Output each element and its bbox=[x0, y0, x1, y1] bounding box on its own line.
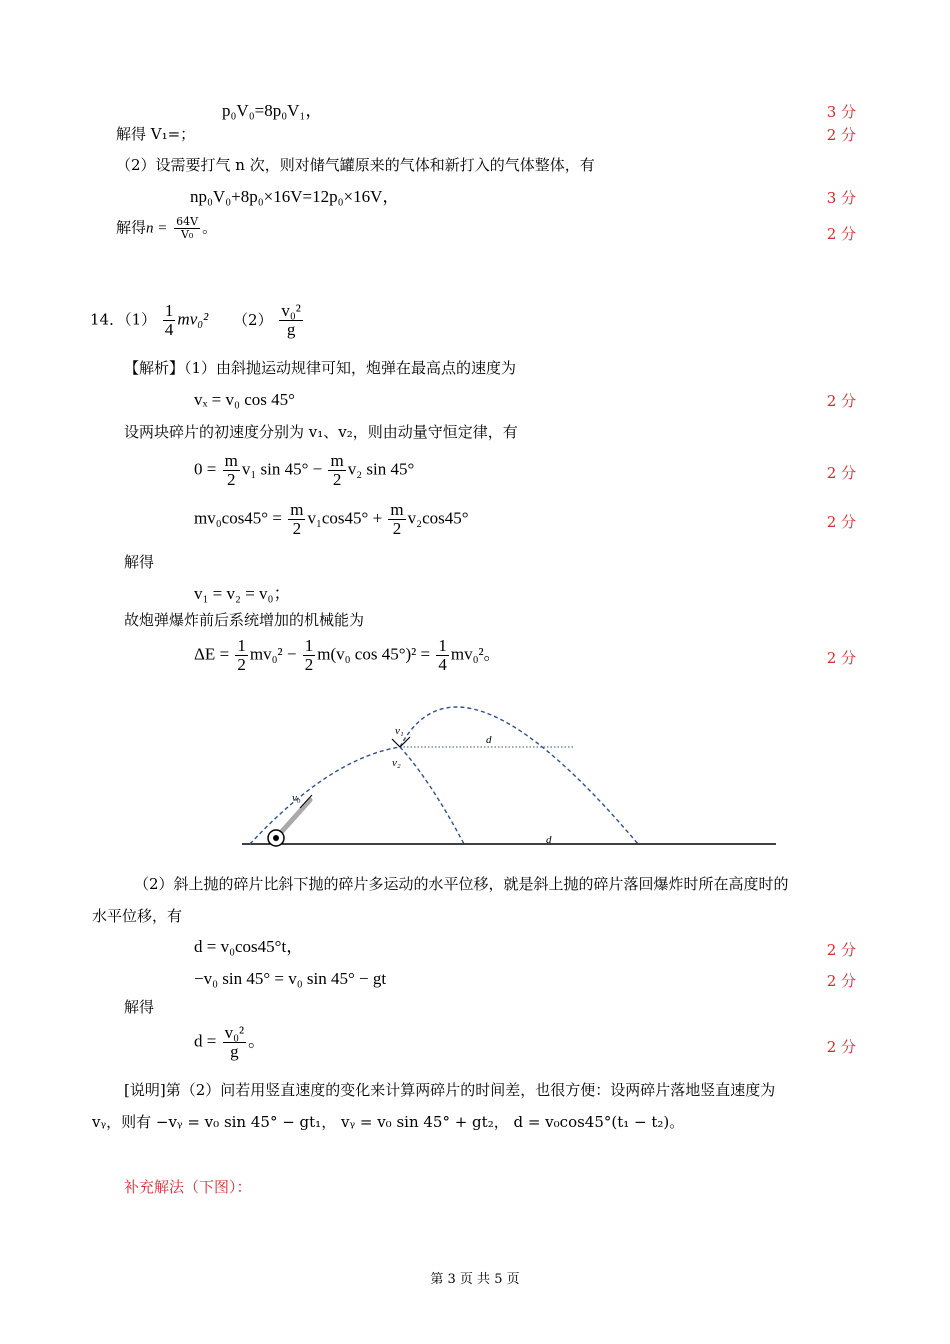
label-d-bottom: d bbox=[546, 834, 552, 846]
d3-part-b: 。 bbox=[248, 1031, 266, 1051]
equation-momentum-2 bbox=[194, 501, 469, 538]
page-footer: 第 3 页 共 5 页 bbox=[430, 1272, 520, 1287]
energy-frac-1 bbox=[235, 637, 248, 674]
label-v1: v₁ bbox=[395, 725, 404, 737]
mom2-part-b: v₁cos45° + bbox=[307, 508, 383, 528]
frac-den: 2 bbox=[304, 655, 314, 674]
score-4: 2 分 bbox=[826, 225, 856, 243]
solve-text-1: 解得 bbox=[124, 553, 155, 571]
d3-den: g bbox=[230, 1042, 239, 1061]
analysis-text: 【解析】（1）由斜抛运动规律可知，炮弹在最高点的速度为 bbox=[124, 359, 517, 377]
score-3: 3 分 bbox=[826, 189, 856, 207]
q14-ans1-den: 4 bbox=[164, 320, 174, 339]
q14-ans2-den: g bbox=[286, 320, 296, 339]
supplement-heading: 补充解法（下图）： bbox=[124, 1178, 252, 1196]
equation-energy bbox=[194, 637, 501, 674]
frac-num: 1 bbox=[304, 636, 314, 655]
frac-den: 2 bbox=[292, 519, 302, 538]
score-8: 2 分 bbox=[826, 649, 856, 667]
solve-n-den: V₀ bbox=[180, 228, 194, 241]
q14-header bbox=[90, 302, 305, 339]
note-line1: [说明]第（2）问若用竖直速度的变化来计算两碎片的时间差，也很方便：设两碎片落地竖直速度为 bbox=[124, 1081, 776, 1099]
initial-trajectory bbox=[250, 747, 400, 844]
equation-vx: vₓ = v₀ cos 45° bbox=[194, 390, 295, 409]
frac-num: 1 bbox=[237, 636, 246, 655]
solve-n-prefix: 解得 bbox=[116, 218, 147, 237]
score-5: 2 分 bbox=[826, 392, 856, 410]
mom2-part-c: v₂cos45° bbox=[407, 508, 469, 528]
frac-num: m bbox=[224, 451, 238, 470]
solve-text-2: 解得 bbox=[124, 998, 155, 1016]
mom2-part-a: mv₀cos45° = bbox=[194, 508, 282, 528]
q14-part2-label: （2） bbox=[233, 310, 273, 329]
frac-num: m bbox=[330, 451, 344, 470]
frac-den: 2 bbox=[332, 470, 342, 489]
q14-ans1-num: 1 bbox=[164, 301, 174, 320]
equation-d-3 bbox=[194, 1024, 265, 1061]
equation-d-1: d = v₀cos45°t， bbox=[194, 937, 304, 956]
score-6: 2 分 bbox=[826, 464, 856, 482]
energy-frac-2 bbox=[303, 637, 316, 674]
score-7: 2 分 bbox=[826, 513, 856, 531]
frac-num: 1 bbox=[438, 636, 447, 655]
frac-num: m bbox=[390, 500, 404, 519]
label-d-top: d bbox=[486, 734, 492, 746]
mom1-part-a: 0 = bbox=[194, 459, 217, 479]
frac-den: 4 bbox=[438, 655, 447, 674]
equation-v1-v2: v₁ = v₂ = v₀； bbox=[194, 584, 291, 603]
cannon-hub bbox=[273, 835, 279, 841]
solve-v1-text: 解得 V₁=； bbox=[116, 125, 196, 143]
q14-ans2-fraction bbox=[279, 302, 303, 339]
q14-ans1-tail: mv₀² bbox=[177, 309, 209, 329]
frac-den: 2 bbox=[226, 470, 236, 489]
equation-d-2: −v₀ sin 45° = v₀ sin 45° − gt bbox=[194, 969, 387, 988]
solve-n-var: n = bbox=[146, 220, 168, 237]
q14-ans1-fraction bbox=[163, 302, 176, 339]
lower-fragment-trajectory bbox=[400, 747, 464, 844]
label-v2: v₂ bbox=[392, 757, 401, 769]
mom2-frac-1 bbox=[288, 501, 305, 538]
d3-part-a: d = bbox=[194, 1031, 217, 1051]
mom1-frac-1 bbox=[223, 452, 240, 489]
note-line2: vᵧ，则有 −vᵧ = v₀ sin 45° − gt₁， vᵧ = v₀ sin 45° + gt₂， d = v₀cos45°(t₁ − t₂)。 bbox=[92, 1113, 685, 1131]
q14-ans2-num: v₀² bbox=[281, 301, 301, 320]
mom1-part-b: v₁ sin 45° − bbox=[241, 459, 323, 479]
score-1: 3 分 bbox=[826, 103, 856, 121]
v2-arrow bbox=[392, 739, 400, 747]
q14-label: 14．（1） bbox=[90, 310, 157, 329]
frac-num: m bbox=[290, 500, 304, 519]
solve-n-line bbox=[116, 216, 217, 241]
energy-frac-3 bbox=[436, 637, 449, 674]
equation-pv-2: np₀V₀+8p₀×16V=12p₀×16V， bbox=[190, 187, 400, 206]
score-9: 2 分 bbox=[826, 941, 856, 959]
d3-fraction bbox=[223, 1024, 247, 1061]
part2-gas-text: （2）设需要打气 n 次，则对储气罐原来的气体和新打入的气体整体，有 bbox=[116, 156, 595, 174]
mom2-frac-2 bbox=[388, 501, 405, 538]
frac-den: 2 bbox=[237, 655, 246, 674]
solve-n-post: 。 bbox=[202, 218, 218, 237]
equation-momentum-1 bbox=[194, 452, 414, 489]
energy-part-a: ΔE = bbox=[194, 644, 230, 664]
upper-fragment-trajectory bbox=[400, 707, 638, 844]
d3-num: v₀² bbox=[224, 1023, 245, 1042]
label-v0: v₀ bbox=[292, 792, 301, 804]
energy-intro-text: 故炮弹爆炸前后系统增加的机械能为 bbox=[124, 611, 365, 629]
score-11: 2 分 bbox=[826, 1038, 856, 1056]
equation-pv-1: p₀V₀=8p₀V₁， bbox=[222, 101, 323, 120]
frac-den: 2 bbox=[392, 519, 402, 538]
score-10: 2 分 bbox=[826, 972, 856, 990]
solve-n-num: 64V bbox=[176, 215, 199, 228]
part2-text-line2: 水平位移，有 bbox=[92, 907, 183, 925]
part2-text-line1: （2）斜上抛的碎片比斜下抛的碎片多运动的水平位移，就是斜上抛的碎片落回爆炸时所在高度时的 bbox=[134, 875, 789, 893]
energy-part-d: mv₀²。 bbox=[450, 644, 501, 664]
solve-n-fraction bbox=[174, 216, 200, 241]
mom1-frac-2 bbox=[328, 452, 345, 489]
energy-part-b: mv₀² − bbox=[249, 644, 297, 664]
trajectory-diagram bbox=[220, 680, 780, 855]
energy-part-c: m(v₀ cos 45°)² = bbox=[317, 644, 431, 664]
momentum-intro-text: 设两块碎片的初速度分别为 v₁、v₂，则由动量守恒定律，有 bbox=[124, 423, 518, 441]
score-2: 2 分 bbox=[826, 126, 856, 144]
mom1-part-c: v₂ sin 45° bbox=[347, 459, 415, 479]
